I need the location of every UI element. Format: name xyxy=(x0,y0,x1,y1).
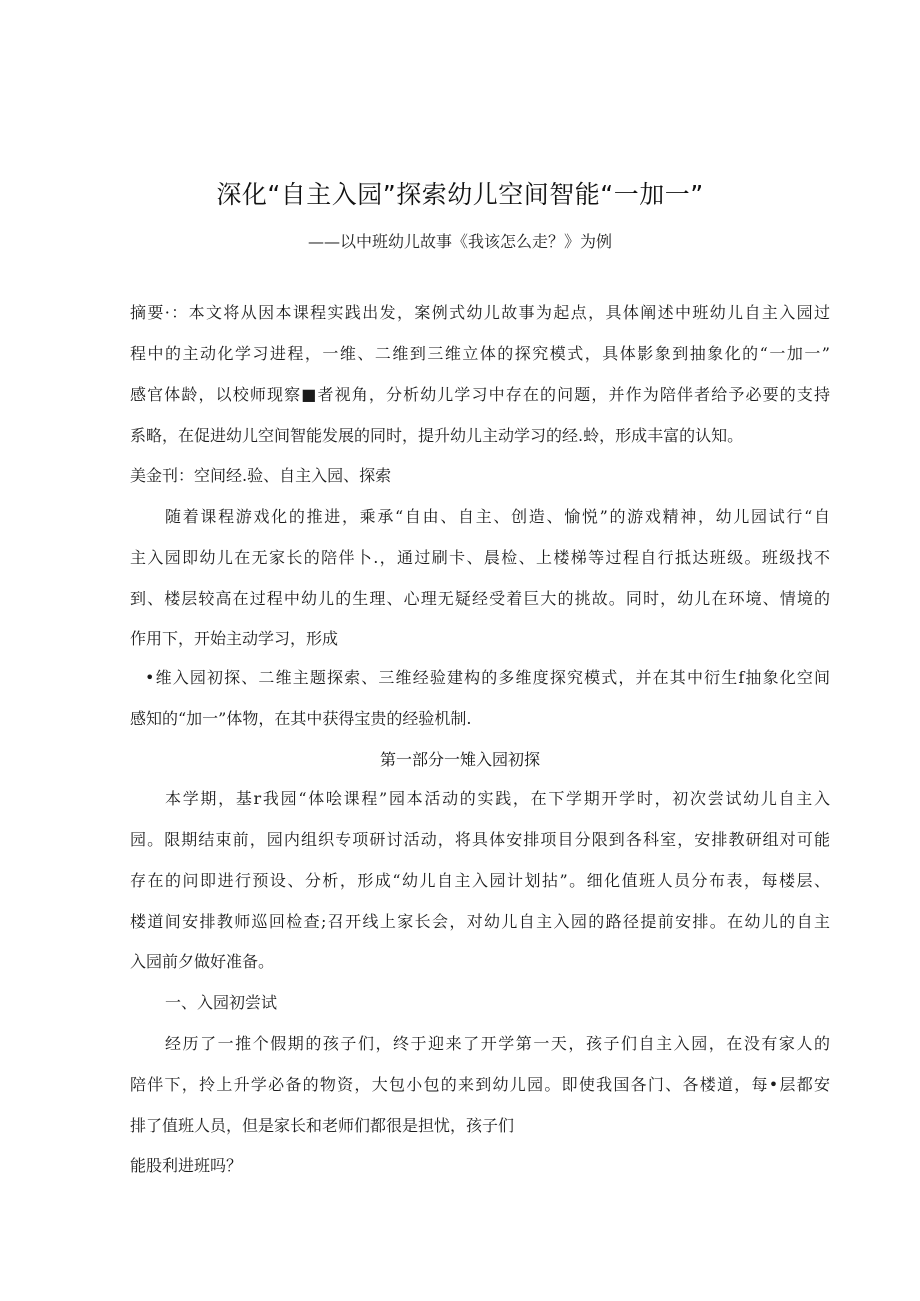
section-paragraph-line: 排了值班人员，但是家长和老师们都很是担忧，孩子们 xyxy=(130,1116,515,1135)
intro-line: 主入园即幼儿在无家长的陪伴卜.，通过刷卡、晨检、上楼梯等过程自行抵达班级。班级找不 xyxy=(130,548,830,567)
section-paragraph-line: 楼道间安排教师巡回检查;召开线上家长会，对幼儿自主入园的路径提前安排。在幼儿的自主 xyxy=(130,912,830,931)
intro-line: 到、楼层较高在过程中幼儿的生理、心理无疑经受着巨大的挑故。同时，幼儿在环境、情境的 xyxy=(130,589,830,608)
abstract-line: 系略，在促进幼儿空间智能发展的同时，提升幼儿主动学习的经.蛉，形成丰富的认知。 xyxy=(130,426,744,445)
document-title: 深化“自主入园”探索幼儿空间智能“一加一” xyxy=(216,180,704,209)
section-paragraph-line: 存在的问即进行预设、分析，形成“幼儿自主入园计划拈”。细化值班人员分布表，每楼层、 xyxy=(130,871,830,890)
section-paragraph-line: 能股利进班吗？ xyxy=(130,1156,243,1175)
subsection-heading: 一、入园初尝试 xyxy=(165,993,278,1012)
document-subtitle: ——以中班幼儿故事《我该怎么走？》为例 xyxy=(307,232,612,251)
section-paragraph-line: 经历了一推个假期的孩子们，终于迎来了开学第一天，孩子们自主入园，在没有家人的 xyxy=(165,1034,830,1053)
intro-line: 随着课程游戏化的推进，乘承“自由、自主、创造、愉悦”的游戏精神，幼儿园试行“自 xyxy=(165,507,830,526)
keywords-line: 美金刊：空间经.验、自主入园、探索 xyxy=(130,466,392,485)
abstract-line: 程中的主动化学习进程，一维、二维到三维立体的探究模式，具体影象到抽象化的“一加一” xyxy=(130,344,830,363)
section-paragraph-line: 园。限期结束前，园内组织专项研讨活动，将具体安排项目分限到各科室，安排教研组对可能 xyxy=(130,830,830,849)
intro-line: 感知的“加一”体物，在其中获得宝贵的经验机制. xyxy=(130,709,472,728)
intro-line: •维入园初探、二维主题探索、三维经验建构的多维度探究模式，并在其中衍生f抽象化空间 xyxy=(145,668,830,687)
intro-line: 作用下，开始主动学习，形成 xyxy=(130,629,339,648)
section-paragraph-line: 入园前夕做好准备。 xyxy=(130,952,275,971)
section-paragraph-line: 陪伴下，拎上升学必备的物资，大包小包的来到幼儿园。即使我国各门、各楼道，每•层都安 xyxy=(130,1075,830,1094)
section-heading: 第一部分一雉入园初探 xyxy=(379,750,540,769)
abstract-line: 摘要·：本文将从因本课程实践出发，案例式幼儿故事为起点，具体阐述中班幼儿自主入园过 xyxy=(130,303,830,322)
abstract-line: 感官体龄，以校师现察■者视角，分析幼儿学习中存在的问题，并作为陪伴者给予必要的支持 xyxy=(130,385,830,404)
section-paragraph-line: 本学期，基r我园“体哙课程”园本活动的实践，在下学期开学时，初次尝试幼儿自主入 xyxy=(165,789,830,808)
